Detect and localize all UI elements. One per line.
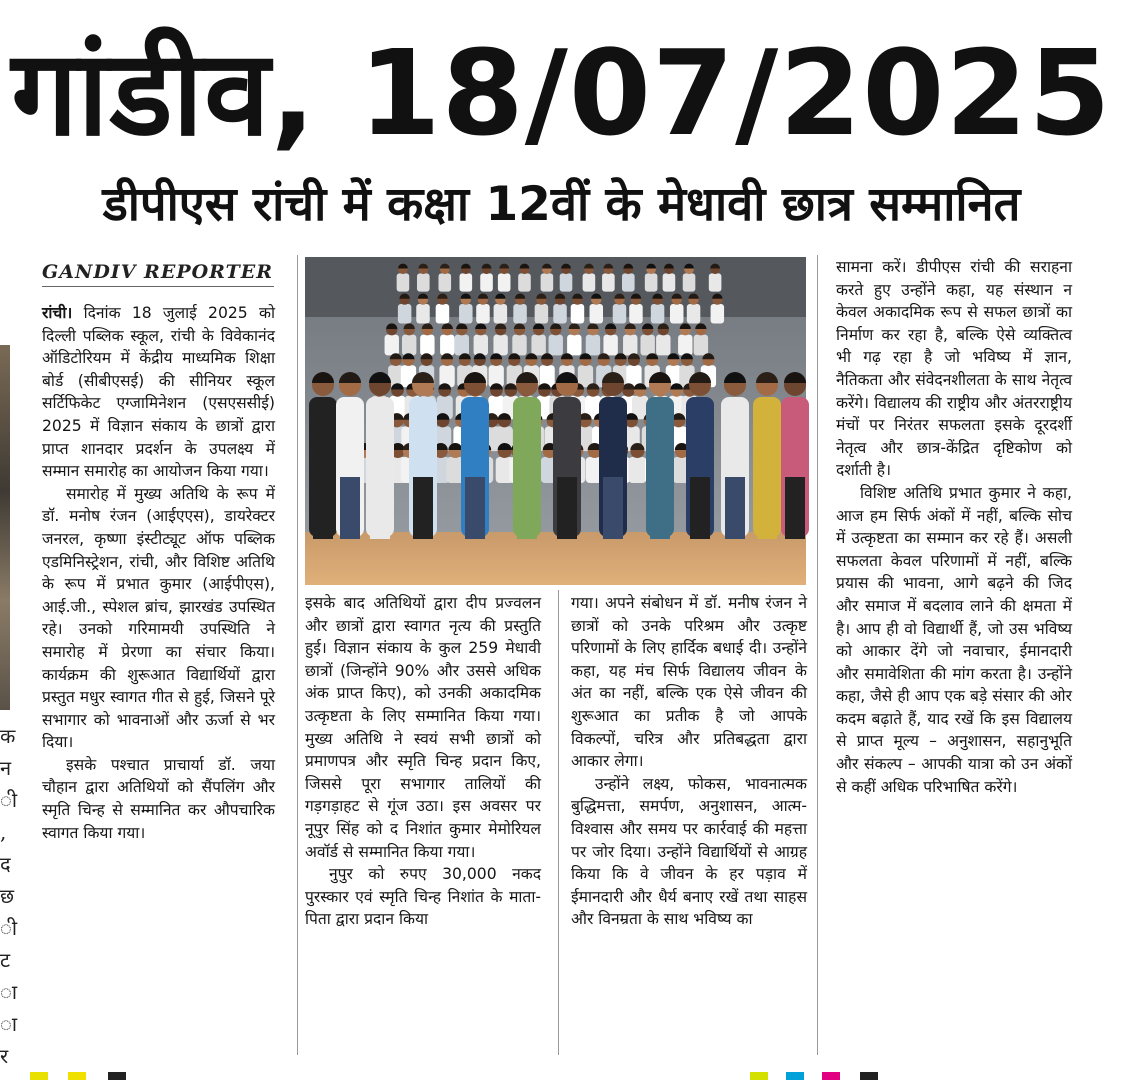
registration-mark	[860, 1072, 878, 1080]
paragraph-text: दिनांक 18 जुलाई 2025 को दिल्ली पब्लिक स्कूल, रांची के विवेकानंद ऑडिटोरियम में केंद्रीय माध्यमिक शिक्षा बोर्ड (सीबीएसई) की सीनियर स्कूल सर्टिफिकेट एग्जामिनेशन (एसएससीई) 2025 में विज्ञान संकाय के छात्रों द्वारा प्राप्त शानदार प्रदर्शन के उपलक्ष्य में सम्मान समारोह का आयोजन किया गया।	[42, 304, 275, 481]
paragraph: इसके पश्चात प्राचार्या डॉ. जया चौहान द्वारा अतिथियों को सैंपलिंग और स्मृति चिन्ह से सम्मानित कर औपचारिक स्वागत किया गया।	[42, 755, 275, 842]
paragraph: सामना करें। डीपीएस रांची की सराहना करते हुए उन्होंने कहा, यह संस्थान न केवल अकादमिक रूप से सफल छात्रों का निर्माण कर रहा है, बल्कि ऐसे व्यक्तित्व भी गढ़ रहा है जो भविष्य में ज्ञान, नैतिकता और संवेदनशीलता के साथ नेतृत्व करेंगे। विद्यालय की राष्ट्रीय और अंतरराष्ट्रीय मंचों पर निरंतर सफलता इसके दूरदर्शी नेतृत्व और छात्र-केंद्रित दृष्टिकोण को दर्शाती है।	[836, 258, 1072, 480]
column-rule	[817, 255, 818, 1055]
paragraph: गया। अपने संबोधन में डॉ. मनीष रंजन ने छात्रों को उनके परिश्रम और उत्कृष्ट परिणामों के लिए हार्दिक बधाई दी। उन्होंने कहा, यह मंच सिर्फ विद्यालय जीवन के अंत का नहीं, बल्कि एक ऐसे जीवन की शुरूआत का प्रतीक है जो आपके विकल्पों, चरित्र और प्रतिबद्धता द्वारा आकार लेगा।	[571, 594, 807, 771]
registration-mark	[786, 1072, 804, 1080]
paragraph: विशिष्ट अतिथि प्रभात कुमार ने कहा, आज हम सिर्फ अंकों में नहीं, बल्कि सोच में उत्कृष्टता का सम्मान कर रहे हैं। असली सफलता केवल परिणामों में नहीं, बल्कि प्रयास की भावना, आगे बढ़ने की जिद और समाज में बदलाव लाने की क्षमता में है। आप ही वो विद्यार्थी हैं, जो उस भविष्य को आकार देंगे जो नवाचार, ईमानदारी और समावेशिता की मांग करता है। उन्होंने कहा, जैसे ही आप एक बड़े संसार की ओर कदम बढ़ाते हैं, याद रखें कि इस विद्यालय से प्राप्त मूल्य – अनुशासन, सहानुभूति और संकल्प – आपकी यात्रा को उन अंकों से कहीं अधिक परिभाषित करेंगे।	[836, 483, 1072, 796]
strip-char: ट	[0, 948, 11, 972]
registration-mark	[822, 1072, 840, 1080]
lead-paragraph	[42, 302, 275, 483]
strip-char: ा	[0, 980, 18, 1004]
registration-mark	[750, 1072, 768, 1080]
strip-char: छ	[0, 884, 15, 908]
adjacent-article-photo-edge	[0, 345, 10, 710]
paragraph: इसके बाद अतिथियों द्वारा दीप प्रज्वलन और छात्रों द्वारा स्वागत नृत्य की प्रस्तुति हुई। विज्ञान संकाय के कुल 259 मेधावी छात्रों (जिन्होंने 90% और उससे अधिक अंक प्राप्त किए), को उनकी अकादमिक उत्कृष्टता के लिए सम्मानित किया गया। मुख्य अतिथि ने स्वयं सभी छात्रों को प्रमाणपत्र और स्मृति चिन्ह प्रदान किए, जिससे पूरा सभागार तालियों की गड़गड़ाहट से गूंज उठा। इस अवसर पर नूपुर सिंह को द निशांत कुमार मेमोरियल अवॉर्ड से सम्मानित किया गया।	[305, 594, 541, 861]
strip-char: र	[0, 1044, 9, 1068]
group-photo	[305, 257, 806, 585]
column-rule	[297, 255, 298, 1055]
paragraph: समारोह में मुख्य अतिथि के रूप में डॉ. मनोष रंजन (आईएएस), डायरेक्टर जनरल, कृष्णा इंस्टीट्यूट ऑफ पब्लिक एडमिनिस्ट्रेशन, रांची, और विशिष्ट अतिथि के रूप में प्रभात कुमार (आईपीएस), आई.जी., स्पेशल ब्रांच, झारखंड उपस्थित रहे। उनको गरिमामयी उपस्थिति ने समारोह में प्रेरणा का संचार किया। कार्यक्रम की शुरूआत विद्यार्थियों द्वारा प्रस्तुत मधुर स्वागत गीत से हुई, जिसने पूरे सभागार को भावनाओं और ऊर्जा से भर दिया।	[42, 484, 275, 752]
strip-char: ,	[0, 820, 7, 844]
strip-char: ा	[0, 1012, 18, 1036]
strip-char: ी	[0, 916, 18, 940]
registration-mark	[108, 1072, 126, 1080]
strip-char: ी	[0, 788, 18, 812]
article-column-3	[571, 592, 807, 931]
article-column-1	[42, 302, 275, 844]
dateline: रांची।	[42, 304, 73, 322]
adjacent-article-text-edge	[0, 720, 18, 1072]
article-column-4	[836, 256, 1072, 798]
article-column-2	[305, 592, 541, 931]
paragraph: नुपुर को रुपए 30,000 नकद पुरस्कार एवं स्मृति चिन्ह निशांत के माता-पिता द्वारा प्रदान किया	[305, 865, 541, 929]
strip-char: न	[0, 756, 12, 780]
strip-char: द	[0, 852, 11, 876]
registration-mark	[68, 1072, 86, 1080]
registration-mark	[30, 1072, 48, 1080]
paragraph: उन्होंने लक्ष्य, फोकस, भावनात्मक बुद्धिमत्ता, समर्पण, अनुशासन, आत्म-विश्वास और समय पर कार्रवाई की महत्ता पर जोर दिया। उन्होंने विद्यार्थियों से आग्रह किया कि वे जीवन के हर पड़ाव में ईमानदारी और धैर्य बनाए रखें तथा साहस और विनम्रता के साथ भविष्य का	[571, 774, 807, 929]
byline: GANDIV REPORTER	[42, 258, 274, 287]
strip-char: क	[0, 724, 16, 748]
masthead: गांडीव, 18/07/2025	[11, 24, 1112, 162]
headline: डीपीएस रांची में कक्षा 12वीं के मेधावी छात्र सम्मानित	[102, 177, 1021, 232]
column-rule	[558, 590, 559, 1055]
